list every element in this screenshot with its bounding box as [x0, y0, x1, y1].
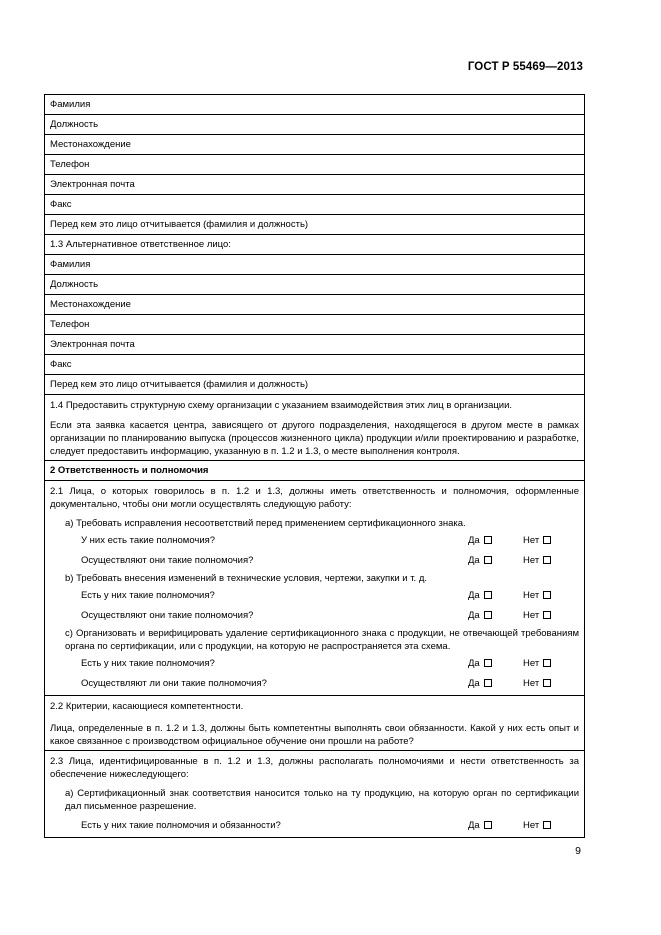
- question-row: [50, 605, 579, 625]
- yes-label: Да: [468, 819, 480, 831]
- yes-checkbox[interactable]: [484, 591, 492, 599]
- yes-checkbox[interactable]: [484, 556, 492, 564]
- document-standard-header: ГОСТ Р 55469—2013: [467, 61, 583, 73]
- yes-checkbox[interactable]: [484, 536, 492, 544]
- question-2-1-a-1: У них есть такие полномочия?: [81, 534, 216, 546]
- no-label: Нет: [523, 609, 540, 621]
- field-reports-to: Перед кем это лицо отчитывается (фамилия и должность): [45, 215, 584, 235]
- no-label: Нет: [523, 589, 540, 601]
- alt-field-reports-to: Перед кем это лицо отчитывается (фамилия и должность): [45, 375, 584, 395]
- no-checkbox[interactable]: [543, 591, 551, 599]
- yes-label: Да: [468, 589, 480, 601]
- yes-option: [468, 677, 492, 690]
- question-2-1-b-1: Есть у них такие полномочия?: [81, 589, 215, 601]
- yes-option: [468, 609, 492, 622]
- question-row: [50, 815, 579, 835]
- no-label: Нет: [523, 819, 540, 831]
- yes-checkbox[interactable]: [484, 611, 492, 619]
- section-2-1-b-text: b) Требовать внесения изменений в технические условия, чертежи, закупки и т. д.: [65, 573, 428, 584]
- field-location: Местонахождение: [45, 135, 584, 155]
- yes-checkbox[interactable]: [484, 679, 492, 687]
- question-row: [50, 550, 579, 570]
- no-label: Нет: [523, 657, 540, 669]
- section-2-2-title: 2.2 Критерии, касающиеся компетентности.: [50, 701, 244, 712]
- section-1-4: [45, 395, 584, 461]
- no-option: [523, 677, 551, 690]
- section-2-2: [45, 696, 584, 751]
- alt-field-surname: Фамилия: [45, 255, 584, 275]
- question-row: [50, 673, 579, 693]
- yes-option: [468, 819, 492, 832]
- field-position: Должность: [45, 115, 584, 135]
- alt-field-position: Должность: [45, 275, 584, 295]
- no-checkbox[interactable]: [543, 679, 551, 687]
- yes-label: Да: [468, 534, 480, 546]
- yes-label: Да: [468, 657, 480, 669]
- yes-label: Да: [468, 554, 480, 566]
- no-option: [523, 554, 551, 567]
- section-2-3-a-text: a) Сертификационный знак соответствия наносится только на ту продукцию, на которую орган по сертификации дал письменное разрешение.: [65, 788, 579, 812]
- yes-option: [468, 657, 492, 670]
- field-email: Электронная почта: [45, 175, 584, 195]
- no-option: [523, 657, 551, 670]
- section-1-4-title: 1.4 Предоставить структурную схему организации с указанием взаимодействия этих лиц в организации.: [50, 400, 513, 411]
- no-option: [523, 819, 551, 832]
- section-2-title: 2 Ответственность и полномочия: [45, 461, 584, 481]
- alt-field-fax: Факс: [45, 355, 584, 375]
- section-2-1: [45, 481, 584, 696]
- alt-field-phone: Телефон: [45, 315, 584, 335]
- no-label: Нет: [523, 677, 540, 689]
- no-checkbox[interactable]: [543, 611, 551, 619]
- field-phone: Телефон: [45, 155, 584, 175]
- no-label: Нет: [523, 554, 540, 566]
- yes-checkbox[interactable]: [484, 659, 492, 667]
- section-1-4-note: Если эта заявка касается центра, зависящего от другого подразделения, находящегося в другом месте в рамках организации по планированию выпуска (процессов жизненного цикла) продукции и/или проектированию и разработке, следует предоставить информацию, указанную в п. 1.2 и 1.3, о месте выполнения контроля.: [50, 420, 579, 457]
- question-2-3-a-1: Есть у них такие полномочия и обязанности?: [81, 819, 281, 831]
- alt-field-location: Местонахождение: [45, 295, 584, 315]
- yes-label: Да: [468, 677, 480, 689]
- yes-option: [468, 589, 492, 602]
- section-2-1-c-text: c) Организовать и верифицировать удаление сертификационного знака с продукции, не отвечающей требованиям органа по сертификации, или с продукции, на которую не распространяется эта схема.: [65, 628, 579, 652]
- yes-option: [468, 554, 492, 567]
- section-2-3: [45, 751, 584, 837]
- section-2-1-intro: 2.1 Лица, о которых говорилось в п. 1.2 и 1.3, должны иметь ответственность и полномочия, оформленные документально, чтобы они могли осуществлять следующую работу:: [50, 486, 579, 510]
- question-2-1-c-1: Есть у них такие полномочия?: [81, 657, 215, 669]
- question-row: [50, 530, 579, 550]
- no-checkbox[interactable]: [543, 556, 551, 564]
- no-option: [523, 609, 551, 622]
- questionnaire-table: [44, 94, 585, 838]
- field-surname: Фамилия: [45, 95, 584, 115]
- yes-label: Да: [468, 609, 480, 621]
- section-1-3-title: 1.3 Альтернативное ответственное лицо:: [45, 235, 584, 255]
- no-checkbox[interactable]: [543, 659, 551, 667]
- yes-option: [468, 534, 492, 547]
- question-row: [50, 653, 579, 673]
- yes-checkbox[interactable]: [484, 821, 492, 829]
- question-row: [50, 585, 579, 605]
- question-2-1-a-2: Осуществляют они такие полномочия?: [81, 554, 254, 566]
- section-2-3-intro: 2.3 Лица, идентифицированные в п. 1.2 и 1.3, должны располагать полномочиями и нести ответственность за обеспечение нижеследующего:: [50, 756, 579, 780]
- section-2-1-a-text: a) Требовать исправления несоответствий перед применением сертификационного знака.: [65, 518, 466, 529]
- no-option: [523, 589, 551, 602]
- section-2-2-text: Лица, определенные в п. 1.2 и 1.3, должны быть компетентны выполнять свои обязанности. Какой у них есть опыт и какое связанное с производством официальное обучение они прошли на работе?: [50, 723, 579, 747]
- page-number: 9: [575, 845, 581, 857]
- no-checkbox[interactable]: [543, 821, 551, 829]
- no-checkbox[interactable]: [543, 536, 551, 544]
- alt-field-email: Электронная почта: [45, 335, 584, 355]
- field-fax: Факс: [45, 195, 584, 215]
- question-2-1-b-2: Осуществляют они такие полномочия?: [81, 609, 254, 621]
- no-label: Нет: [523, 534, 540, 546]
- no-option: [523, 534, 551, 547]
- question-2-1-c-2: Осуществляют ли они такие полномочия?: [81, 677, 267, 689]
